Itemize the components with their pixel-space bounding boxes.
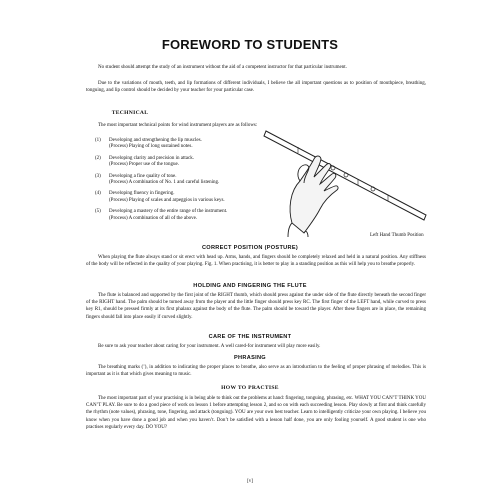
- figure-caption: Left Hand Thumb Position: [370, 233, 424, 238]
- intro-paragraph-2: Due to the variations of mouth, teeth, and lip formations of different individuals, I believe the all important questions as to position of mouthpiece, breathing, tonguing, and lip control should be decided by your teacher for your particular case.: [86, 81, 426, 94]
- holding-heading: HOLDING AND FINGERING THE FLUTE: [193, 283, 307, 289]
- practise-heading: HOW TO PRACTISE: [221, 385, 279, 391]
- list-item-text: Developing and strengthening the lip muscles.: [109, 138, 202, 143]
- list-item-process: (Process) A combination of No. 1 and careful listening.: [109, 180, 220, 186]
- phrasing-heading: PHRASING: [234, 355, 266, 361]
- list-item-process: (Process) Proper use of the tongue.: [109, 162, 179, 168]
- page-title: FOREWORD TO STUDENTS: [161, 37, 339, 52]
- intro-paragraph-1: No student should attempt the study of an instrument without the aid of a competent instructor for that particular instrument.: [98, 65, 347, 70]
- list-item-number: (1): [95, 138, 101, 143]
- list-item: [95, 191, 280, 204]
- list-item-process: (Process) A combination of all of the above.: [109, 215, 198, 221]
- list-item-process: (Process) Playing of long sustained notes.: [109, 144, 193, 150]
- list-item-number: (4): [95, 191, 101, 197]
- list-item-number: (3): [95, 173, 101, 179]
- technical-list: [95, 138, 280, 227]
- list-item: [95, 174, 280, 187]
- left-hand-thumb-illustration: [258, 129, 433, 237]
- list-item-process: (Process) Playing of scales and arpeggios in various keys.: [109, 197, 225, 203]
- practise-paragraph: The most important part of your practising is in being able to think out the problems at hand: fingering, tonguing, phrasing, etc. WHAT YOU CAN’T THINK YOU CAN’T PLAY. Be sure to do a good piece of work on lesson 1 before attempting lesson 2, and so on with each succeeding lesson. Play slowly at first and think carefully the rhythm (note values), phrasing, tone, fingering, and attack (tonguing). YOU are your own best teacher. Learn to intelligently criticize your own playing. I believe you know when you have done a good job and when you haven’t. Don’t be satisfied with a lesson half done, you are only fooling yourself. A good student is one who practises regularly every day. DO YOU?: [86, 396, 426, 430]
- list-item-text: Developing a fine quality of tone.: [109, 173, 177, 179]
- care-heading: CARE OF THE INSTRUMENT: [208, 334, 292, 340]
- list-item: [95, 156, 280, 169]
- list-item-text: Developing fluency in fingering.: [109, 191, 175, 197]
- list-item-text: Developing clarity and precision in attack.: [109, 155, 194, 161]
- list-item-text: Developing a mastery of the entire range of the instrument.: [109, 209, 228, 215]
- list-item-number: (2): [95, 155, 101, 161]
- list-item: [95, 209, 280, 222]
- phrasing-paragraph: The breathing marks (’), in addition to indicating the proper places to breathe, also serve as an introduction to the feeling of proper phrasing of melodies. This is important as it is that which gives meaning to music.: [86, 365, 426, 378]
- technical-lead: The most important technical points for wind instrument players are as follows:: [98, 123, 258, 128]
- holding-paragraph: The flute is balanced and supported by the first joint of the RIGHT thumb, which should press against the under side of the flute directly beneath the second finger of the RIGHT hand. The palm should be turned away from the player and the little finger should press key RC. The first finger of the LEFT hand, while curved to press key R1, should be pressed firmly at its first phalanx against the body of the flute. The palm should be toward the player. After these fingers are in place, the remaining fingers should fall into place easily if curved slightly.: [86, 293, 426, 320]
- list-item-number: (5): [95, 209, 101, 215]
- technical-heading: TECHNICAL: [111, 110, 149, 116]
- list-item: [95, 138, 280, 151]
- page-number: [v]: [247, 479, 253, 484]
- position-heading: CORRECT POSITION (POSTURE): [201, 245, 299, 251]
- care-paragraph: Be sure to ask your teacher about caring for your instrument. A well cared-for instrument will play more easily.: [98, 344, 321, 349]
- position-paragraph: When playing the flute always stand or sit erect with head up. Arms, hands, and fingers should be completely relaxed and held in a natural position. Any stiffness of the body will be reflected in the quality of your playing. Fig. 1. When practising, it is better to play in a standing position as this will help you to breathe properly.: [86, 255, 426, 268]
